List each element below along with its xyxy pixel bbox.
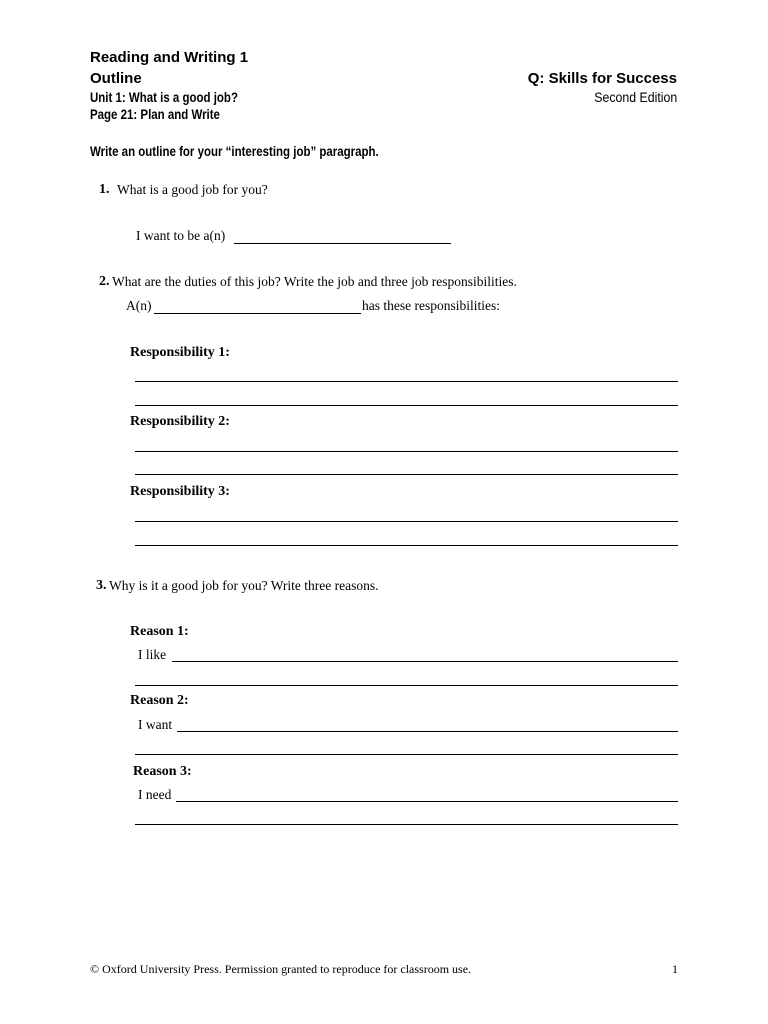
page-number: 1 [672, 962, 678, 976]
job-prompt: I want to be a(n) [136, 228, 226, 243]
responsibility-2-line-1[interactable] [135, 451, 678, 452]
responsibility-2-line-2[interactable] [135, 474, 678, 475]
reason-3-line-2[interactable] [135, 824, 678, 825]
instruction-text: Write an outline for your “interesting job” paragraph. [90, 143, 379, 159]
course-title: Reading and Writing 1 [90, 49, 249, 66]
question-3-text: Why is it a good job for you? Write three reasons. [109, 578, 379, 593]
responsibility-3-line-2[interactable] [135, 545, 678, 546]
reason-2-line-1[interactable] [177, 731, 678, 732]
job-prefix: A(n) [126, 298, 152, 313]
footer-copyright: © Oxford University Press. Permission granted to reproduce for classroom use. [90, 962, 472, 976]
edition-label: Second Edition [594, 89, 677, 105]
question-1-text: What is a good job for you? [117, 182, 268, 197]
job-answer-line[interactable] [234, 243, 451, 244]
reason-1-label: Reason 1: [130, 624, 189, 639]
reason-3-starter: I need [138, 787, 172, 802]
reason-2-starter: I want [138, 717, 173, 732]
reason-2-line-2[interactable] [135, 754, 678, 755]
job-name-line[interactable] [154, 313, 361, 314]
reason-1-starter: I like [138, 647, 167, 662]
question-1-number: 1. [99, 182, 110, 197]
responsibility-1-line-1[interactable] [135, 381, 678, 382]
page-reference: Page 21: Plan and Write [90, 106, 220, 122]
doc-type: Outline [90, 70, 142, 87]
reason-3-label: Reason 3: [133, 764, 192, 779]
question-3-number: 3. [96, 578, 107, 593]
reason-1-line-1[interactable] [172, 661, 678, 662]
responsibility-1-line-2[interactable] [135, 405, 678, 406]
question-2-number: 2. [99, 274, 110, 289]
reason-2-label: Reason 2: [130, 693, 189, 708]
brand-title: Q: Skills for Success [527, 70, 677, 87]
responsibility-3-line-1[interactable] [135, 521, 678, 522]
reason-3-line-1[interactable] [176, 801, 678, 802]
responsibility-1-label: Responsibility 1: [130, 345, 230, 360]
job-suffix: has these responsibilities: [362, 298, 500, 313]
question-2-text: What are the duties of this job? Write the job and three job responsibilities. [112, 274, 517, 289]
responsibility-3-label: Responsibility 3: [130, 484, 230, 499]
responsibility-2-label: Responsibility 2: [130, 414, 230, 429]
reason-1-line-2[interactable] [135, 685, 678, 686]
unit-title: Unit 1: What is a good job? [90, 89, 238, 105]
